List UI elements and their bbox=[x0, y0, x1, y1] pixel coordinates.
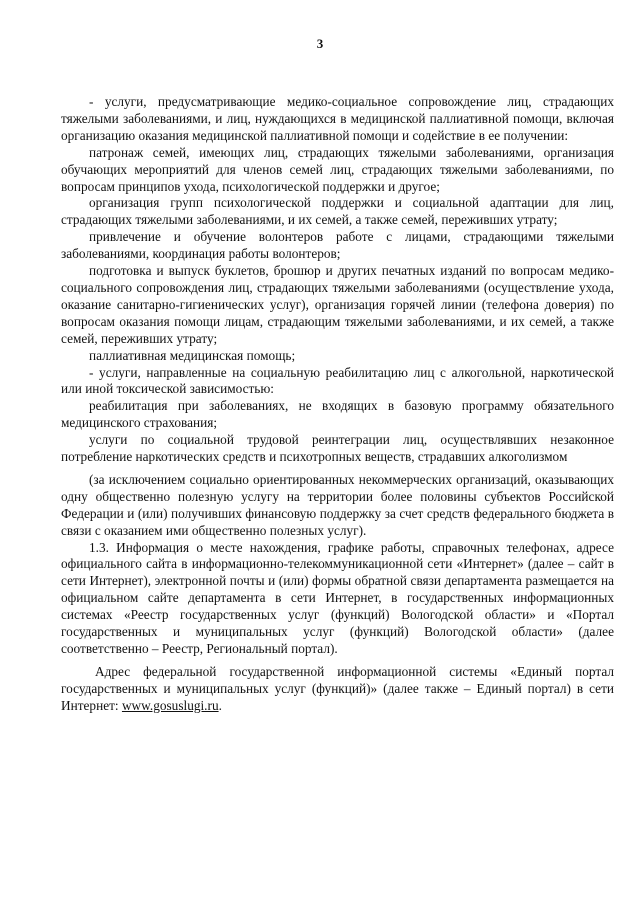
federal-portal-text: Адрес федеральной государственной информационной системы «Единый портал государственных и муниципальных услуг (функций)» (далее также – Единый портал) в сети Интернет: bbox=[61, 663, 614, 713]
paragraph-exceptions: (за исключением социально ориентированных некоммерческих организаций, оказывающих одну общественно полезную услугу на территории более половины субъектов Российской Федерации и (или) получивших финансовую поддержку за счет средств федерального бюджета в связи с оказанием ими общественно полезных услуг). bbox=[61, 471, 614, 538]
paragraph-labor-reintegration: услуги по социальной трудовой реинтеграции лиц, осуществлявших незаконное потребление наркотических средств и психотропных веществ, страдавших алкоголизмом bbox=[61, 432, 614, 465]
paragraph-booklets-hotline: подготовка и выпуск буклетов, брошюр и других печатных изданий по вопросам медико-социального сопровождения лиц, страдающих тяжелыми заболеваниями (осуществление ухода, оказание санитарно-гигиенических услуг), организация горячей линии (телефона доверия) по вопросам оказания помощи лицам, страдающим тяжелыми заболеваниями, и их семей, а также семей, переживших утрату; bbox=[61, 263, 614, 346]
paragraph-family-patronage: патронаж семей, имеющих лиц, страдающих тяжелыми заболеваниями, организация обучающих мероприятий для членов семей лиц, страдающих тяжелыми заболеваниями, по вопросам принципов ухода, психологической поддержки и другое; bbox=[61, 144, 614, 194]
paragraph-rehabilitation-services: - услуги, направленные на социальную реабилитацию лиц с алкогольной, наркотической или иной токсической зависимостью: bbox=[61, 364, 614, 397]
paragraph-rehabilitation-diseases: реабилитация при заболеваниях, не входящих в базовую программу обязательного медицинского страхования; bbox=[61, 398, 614, 431]
document-body bbox=[61, 94, 614, 715]
paragraph-federal-portal bbox=[61, 664, 614, 715]
federal-portal-end: . bbox=[218, 697, 222, 713]
paragraph-palliative-care: паллиативная медицинская помощь; bbox=[89, 347, 296, 363]
gosuslugi-link[interactable]: www.gosuslugi.ru bbox=[121, 697, 219, 713]
paragraph-volunteers: привлечение и обучение волонтеров работе с лицами, страдающими тяжелыми заболеваниями, координация работы волонтеров; bbox=[61, 229, 614, 262]
paragraph-medical-social-services: - услуги, предусматривающие медико-социальное сопровождение лиц, страдающих тяжелыми заболеваниями, и лиц, нуждающихся в медицинской паллиативной помощи, включая организацию оказания медицинской паллиативной помощи и содействие в ее получении: bbox=[61, 94, 614, 143]
paragraph-section-1-3: 1.3. Информация о месте нахождения, графике работы, справочных телефонах, адресе официального сайта в информационно-телекоммуникационной сети «Интернет» (далее – сайт в сети Интернет), электронной почты и (или) формы обратной связи департамента размещается на официальном сайте департамента в сети Интернет, в государственных информационных системах «Реестр государственных услуг (функций) Вологодской области» и «Портал государственных и муниципальных услуг (функций) Вологодской области» (далее соответственно – Реестр, Региональный портал). bbox=[61, 539, 614, 656]
page-number: 3 bbox=[316, 36, 324, 51]
paragraph-support-groups: организация групп психологической поддержки и социальной адаптации для лиц, страдающих тяжелыми заболеваниями, и их семей, а также семей, переживших утрату; bbox=[61, 195, 614, 228]
